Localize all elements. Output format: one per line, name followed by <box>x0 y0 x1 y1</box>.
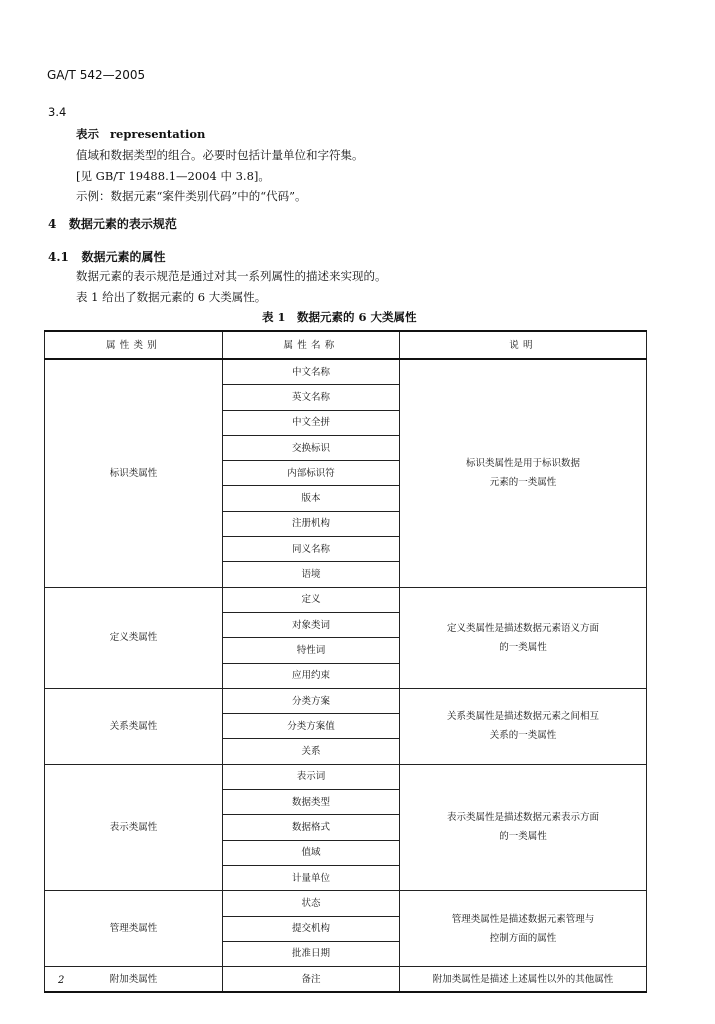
section-4-1-heading <box>48 248 165 265</box>
attribute-name-cell: 数据格式 <box>223 815 400 840</box>
section-4-1-para1: 数据元素的表示规范是通过对其一系列属性的描述来实现的。 <box>76 269 387 283</box>
section-4-1-para2: 表 1 给出了数据元素的 6 大类属性。 <box>76 290 267 304</box>
category-cell: 管理类属性 <box>45 891 223 967</box>
description-cell <box>400 967 647 993</box>
table-caption: 表 1 数据元素的 6 大类属性 <box>262 310 417 324</box>
category-cell: 附加类属性 <box>45 967 223 993</box>
attribute-name-cell: 英文名称 <box>223 385 400 410</box>
attribute-name-cell: 中文全拼 <box>223 410 400 435</box>
attribute-name-cell: 计量单位 <box>223 865 400 890</box>
description-cell <box>400 891 647 967</box>
attribute-name-cell: 状态 <box>223 891 400 916</box>
description-line: 关系类属性是描述数据元素之间相互 <box>446 711 599 723</box>
attribute-name-cell: 版本 <box>223 486 400 511</box>
table-row <box>45 688 647 713</box>
attribute-name-cell: 语境 <box>223 562 400 587</box>
attribute-name-cell: 特性词 <box>223 638 400 663</box>
category-cell: 表示类属性 <box>45 764 223 890</box>
attribute-name-cell: 分类方案 <box>223 688 400 713</box>
attribute-name-cell: 注册机构 <box>223 511 400 536</box>
header-attribute: 属性名称 <box>223 331 400 359</box>
section-4-number: 4 <box>48 217 57 231</box>
header-description: 说明 <box>400 331 647 359</box>
table-row <box>45 359 647 385</box>
attribute-name-cell: 应用约束 <box>223 663 400 688</box>
table-header-row <box>45 331 647 359</box>
description-line: 管理类属性是描述数据元素管理与 <box>451 913 595 925</box>
attribute-name-cell: 定义 <box>223 587 400 612</box>
table-row <box>45 587 647 612</box>
attribute-name-cell: 关系 <box>223 739 400 764</box>
header-category: 属性类别 <box>45 331 223 359</box>
term-example: 示例：数据元素“案件类别代码”中的“代码”。 <box>76 189 307 203</box>
table-body <box>45 359 647 992</box>
section-4-1-title: 数据元素的属性 <box>81 250 166 264</box>
attribute-name-cell: 值域 <box>223 840 400 865</box>
term-en: representation <box>109 127 206 141</box>
standard-header: GA/T 542—2005 <box>47 68 146 82</box>
section-4-title: 数据元素的表示规范 <box>68 217 177 231</box>
category-cell: 标识类属性 <box>45 359 223 587</box>
attribute-name-cell: 提交机构 <box>223 916 400 941</box>
term-zh: 表示 <box>76 127 99 141</box>
attribute-name-cell: 备注 <box>223 967 400 993</box>
description-line: 标识类属性是用于标识数据 <box>465 458 580 470</box>
attribute-name-cell: 分类方案值 <box>223 714 400 739</box>
description-line: 关系的一类属性 <box>489 730 557 742</box>
description-cell <box>400 688 647 764</box>
description-line: 附加类属性是描述上述属性以外的其他属性 <box>432 973 614 985</box>
table-row <box>45 764 647 789</box>
term-line <box>76 126 205 142</box>
term-definition: 值域和数据类型的组合。必要时包括计量单位和字符集。 <box>76 148 364 162</box>
attribute-name-cell: 交换标识 <box>223 435 400 460</box>
table-row <box>45 967 647 993</box>
table-row <box>45 891 647 916</box>
section-4-heading <box>48 215 177 232</box>
section-3-4-number: 3.4 <box>48 105 67 119</box>
description-cell <box>400 359 647 587</box>
description-line: 控制方面的属性 <box>489 932 557 944</box>
attribute-name-cell: 表示词 <box>223 764 400 789</box>
attribute-name-cell: 同义名称 <box>223 537 400 562</box>
description-line: 的一类属性 <box>499 831 547 843</box>
description-cell <box>400 587 647 688</box>
attribute-name-cell: 中文名称 <box>223 359 400 385</box>
attribute-name-cell: 批准日期 <box>223 941 400 966</box>
attributes-table <box>44 330 647 993</box>
page-number: 2 <box>58 975 65 986</box>
description-line: 定义类属性是描述数据元素语义方面 <box>446 622 599 634</box>
description-line: 元素的一类属性 <box>489 477 557 489</box>
description-line: 的一类属性 <box>499 641 547 653</box>
description-line: 表示类属性是描述数据元素表示方面 <box>446 812 599 824</box>
attribute-name-cell: 对象类词 <box>223 612 400 637</box>
category-cell: 关系类属性 <box>45 688 223 764</box>
attribute-name-cell: 数据类型 <box>223 790 400 815</box>
description-cell <box>400 764 647 890</box>
category-cell: 定义类属性 <box>45 587 223 688</box>
attribute-name-cell: 内部标识符 <box>223 461 400 486</box>
term-reference: [见 GB/T 19488.1—2004 中 3.8]。 <box>76 169 270 183</box>
section-4-1-number: 4.1 <box>48 250 69 264</box>
